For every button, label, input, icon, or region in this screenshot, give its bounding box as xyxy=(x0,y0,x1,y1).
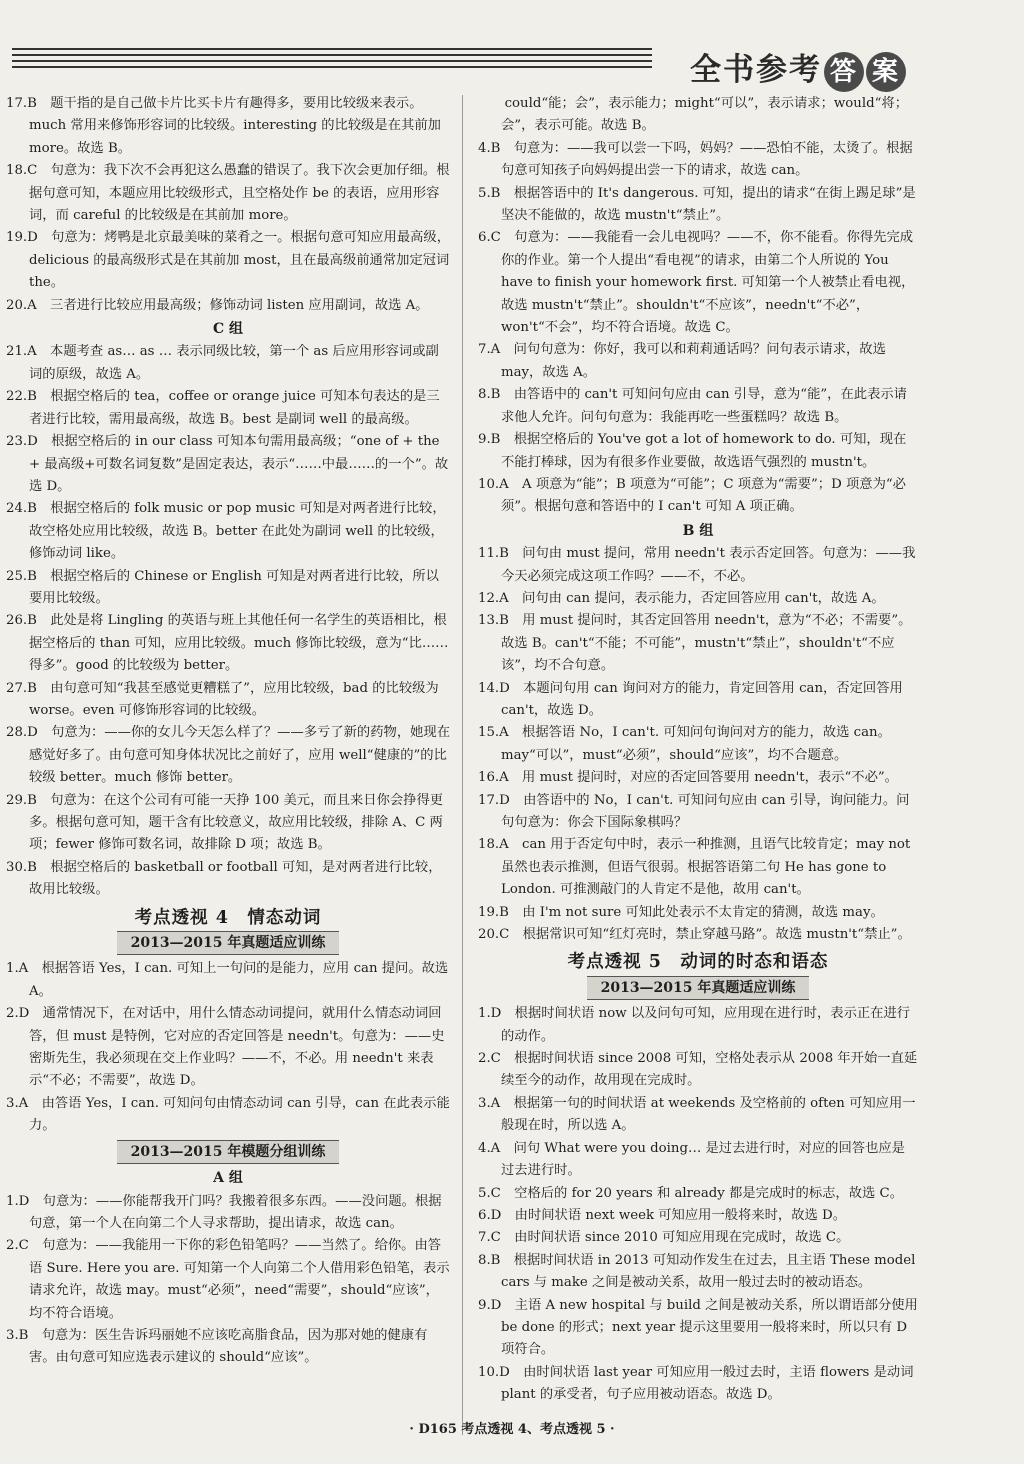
left-column xyxy=(6,93,450,1370)
answer-item: 7.A 问句句意为：你好，我可以和莉莉通话吗？问句表示请求，故选 may，故选 A。 xyxy=(478,342,886,380)
header-badge-1: 答 xyxy=(824,52,864,92)
page-footer: · D165 考点透视 4、考点透视 5 · xyxy=(409,1422,615,1437)
answer-item: 11.B 问句由 must 提问，常用 needn't 表示否定回答。句意为：——我今天必须完成这项工作吗？——不，不必。 xyxy=(478,546,916,584)
answer-item: 2.C 句意为：——我能用一下你的彩色铅笔吗？——当然了。给你。由答语 Sure. Here you are. 可知第一个人向第二个人借用彩色铅笔，表示请求允许，故选 may。must“必须”，need“需要”，should“应该”，均不符合语境。 xyxy=(6,1238,450,1321)
answer-item: 1.D 句意为：——你能帮我开门吗？我搬着很多东西。——没问题。根据句意，第一个人在向第二个人寻求帮助，提出请求，故选 can。 xyxy=(6,1193,442,1231)
section-band xyxy=(6,1140,450,1164)
answer-item: 20.A 三者进行比较应用最高级；修饰动词 listen 应用副词，故选 A。 xyxy=(6,297,429,313)
answer-item: 3.A 由答语 Yes，I can. 可知问句由情态动词 can 引导，can 在此表示能力。 xyxy=(6,1095,450,1134)
answer-item: 5.B 根据答语中的 It's dangerous. 可知，提出的请求“在街上踢足球”是坚决不能做的，故选 mustn't“禁止”。 xyxy=(478,185,916,224)
answer-item: 5.C 空格后的 for 20 years 和 already 都是完成时的标志，故选 C。 xyxy=(478,1185,904,1201)
answer-item: 4.A 问句 What were you doing… 是过去进行时，对应的回答也应是过去进行时。 xyxy=(478,1140,905,1179)
answer-item: 17.B 题干指的是自己做卡片比买卡片有趣得多，要用比较级来表示。much 常用来修饰形容词的比较级。interesting 的比较级是在其前加 more。故选 B。 xyxy=(6,96,441,156)
answer-item: could“能；会”，表示能力；might“可以”，表示请求；would“将；会”，表示可能。故选 B。 xyxy=(478,96,908,134)
answer-item: 9.B 根据空格后的 You've got a lot of homework to do. 可知，现在不能打棒球，因为有很多作业要做，故选语气强烈的 mustn't。 xyxy=(478,432,907,470)
answer-item: 10.A A 项意为“能”；B 项意为“可能”；C 项意为“需要”；D 项意为“必须”。根据句意和答语中的 I can't 可知 A 项正确。 xyxy=(478,476,906,515)
answer-item: 30.B 根据空格后的 basketball or football 可知，是对两者进行比较，故用比较级。 xyxy=(6,859,442,898)
answer-item: 22.B 根据空格后的 tea，coffee or orange juice 可知本句表达的是三者进行比较，需用最高级，故选 B。best 是副词 well 的最高级。 xyxy=(6,389,440,427)
section-band-label: 2013—2015 年真题适应训练 xyxy=(117,931,340,955)
answer-item: 23.D 根据空格后的 in our class 可知本句需用最高级；“one of + the + 最高级+可数名词复数”是固定表达，表示“……中最……的一个”。故选 D。 xyxy=(6,434,449,494)
column-divider xyxy=(462,95,463,1435)
answer-item: 16.A 用 must 提问时，对应的否定回答要用 needn't，表示“不必”。 xyxy=(478,770,898,786)
answer-item: 28.D 句意为：——你的女儿今天怎么样了？——多亏了新的药物，她现在感觉好多了。由句意可知身体状况比之前好了，应用 well“健康的”的比较级 better。much 修饰 better。 xyxy=(6,725,451,786)
section-band xyxy=(6,931,450,955)
section-heading: 考点透视 5 动词的时态和语态 xyxy=(567,952,829,973)
group-heading: A 组 xyxy=(213,1170,243,1187)
section-band xyxy=(478,976,918,1000)
answer-item: 3.A 根据第一句的时间状语 at weekends 及空格前的 often 可知应用一般现在时，所以选 A。 xyxy=(478,1095,916,1134)
answer-item: 8.B 根据时间状语 in 2013 可知动作发生在过去，且主语 These model cars 与 make 之间是被动关系，故用一般过去时的被动语态。 xyxy=(478,1252,916,1291)
answer-item: 29.B 句意为：在这个公司有可能一天挣 100 美元，而且来日你会挣得更多。根据句意可知，题干含有比较意义，故应用比较级，排除 A、C 两项；fewer 修饰可数名词，故排除 D 项；故选 B。 xyxy=(6,792,444,853)
group-heading: C 组 xyxy=(212,321,244,338)
answer-item: 12.A 问句由 can 提问，表示能力，否定回答应用 can't，故选 A。 xyxy=(478,590,885,606)
answer-item: 26.B 此处是将 Lingling 的英语与班上其他任何一名学生的英语相比，根据空格后的 than 可知，应用比较级。much 修饰比较级，意为“比……得多”。good 的比较级为 better。 xyxy=(6,613,449,674)
answer-item: 6.D 由时间状语 next week 可知应用一般将来时，故选 D。 xyxy=(478,1207,847,1223)
header-title xyxy=(690,44,906,92)
answer-item: 19.D 句意为：烤鸭是北京最美味的菜肴之一。根据句意可知应用最高级，delicious 的最高级形式是在其前加 most，且在最高级前通常加定冠词 the。 xyxy=(6,230,451,291)
answer-item: 2.C 根据时间状语 since 2008 可知，空格处表示从 2008 年开始一直延续至今的动作，故用现在完成时。 xyxy=(478,1051,918,1089)
answer-item: 13.B 用 must 提问时，其否定回答用 needn't，意为“不必；不需要”。故选 B。can't“不能；不可能”，mustn't“禁止”，shouldn't“不应该”，均不合句意。 xyxy=(478,613,912,674)
answer-item: 18.C 句意为：我下次不会再犯这么愚蠢的错误了。我下次会更加仔细。根据句意可知，本题应用比较级形式，且空格处作 be 的表语，应用形容词，而 careful 的比较级是在其前加 more。 xyxy=(6,163,450,224)
answer-item: 17.D 由答语中的 No，I can't. 可知问句应由 can 引导，询问能力。问句句意为：你会下国际象棋吗？ xyxy=(478,792,910,830)
page-header xyxy=(0,0,1024,88)
answer-item: 10.D 由时间状语 last year 可知应用一般过去时，主语 flowers 是动词 plant 的承受者，句子应用被动语态。故选 D。 xyxy=(478,1364,914,1403)
group-heading: B 组 xyxy=(682,522,714,539)
header-badge-2: 案 xyxy=(866,52,906,92)
answer-item: 18.A can 用于否定句中时，表示一种推测，且语气比较肯定；may not 虽然也表示推测，但语气很弱。根据答语第二句 He has gone to London. 可推测敲门的人肯定不是他，故用 can't。 xyxy=(478,837,911,898)
section-heading: 考点透视 4 情态动词 xyxy=(134,907,322,928)
answer-item: 2.D 通常情况下，在对话中，用什么情态动词提问，就用什么情态动词回答，但 must 是特例，它对应的否定回答是 needn't。句意为：——史密斯先生，我必须现在交上作业吗？——不，不必。用 needn't 来表示“不必；不需要”，故选 D。 xyxy=(6,1006,445,1089)
answer-item: 1.A 根据答语 Yes，I can. 可知上一句问的是能力，应用 can 提问。故选 A。 xyxy=(6,961,449,999)
answer-item: 3.B 句意为：医生告诉玛丽她不应该吃高脂食品，因为那对她的健康有害。由句意可知应选表示建议的 should“应该”。 xyxy=(6,1327,428,1366)
answer-item: 8.B 由答语中的 can't 可知问句应由 can 引导，意为“能”，在此表示请求他人允许。问句句意为：我能再吃一些蛋糕吗？故选 B。 xyxy=(478,387,907,425)
header-title-text: 全书参考 xyxy=(690,52,822,88)
right-column xyxy=(478,93,918,1407)
answer-item: 6.C 句意为：——我能看一会儿电视吗？——不，你不能看。你得先完成你的作业。第一个人提出“看电视”的请求，由第二个人所说的 You have to finish your homework first. 可知第一个人被禁止看电视，故选 mustn't“禁止”。shouldn't“不应该”，needn't“不必”，won't“不会”，均不符合语境。故选 C。 xyxy=(478,230,915,336)
answer-item: 14.D 本题问句用 can 询问对方的能力，肯定回答用 can，否定回答用 can't，故选 D。 xyxy=(478,680,903,718)
answer-item: 4.B 句意为：——我可以尝一下吗，妈妈？——恐怕不能，太烫了。根据句意可知孩子向妈妈提出尝一下的请求，故选 can。 xyxy=(478,140,913,179)
answer-item: 1.D 根据时间状语 now 以及问句可知，应用现在进行时，表示正在进行的动作。 xyxy=(478,1006,911,1044)
answer-item: 20.C 根据常识可知“红灯亮时，禁止穿越马路”。故选 mustn't“禁止”。 xyxy=(478,927,911,943)
section-band-label: 2013—2015 年真题适应训练 xyxy=(587,976,810,1000)
answer-item: 21.A 本题考查 as… as … 表示同级比较，第一个 as 后应用形容词或副词的原级，故选 A。 xyxy=(6,344,439,382)
answer-item: 27.B 由句意可知“我甚至感觉更糟糕了”，应用比较级，bad 的比较级为 worse。even 可修饰形容词的比较级。 xyxy=(6,680,439,718)
section-band-label: 2013—2015 年模题分组训练 xyxy=(117,1140,340,1164)
answer-item: 15.A 根据答语 No，I can't. 可知问句询问对方的能力，故选 can。may“可以”，must“必须”，should“应该”，均不合题意。 xyxy=(478,725,891,763)
header-rule-lines xyxy=(12,48,652,72)
answer-item: 24.B 根据空格后的 folk music or pop music 可知是对两者进行比较，故空格处应用比较级，故选 B。better 在此处为副词 well 的比较级，修饰动词 like。 xyxy=(6,501,446,562)
answer-item: 19.B 由 I'm not sure 可知此处表示不太肯定的猜测，故选 may。 xyxy=(478,904,884,920)
answer-item: 25.B 根据空格后的 Chinese or English 可知是对两者进行比较，所以要用比较级。 xyxy=(6,568,439,606)
answer-item: 7.C 由时间状语 since 2010 可知应用现在完成时，故选 C。 xyxy=(478,1230,850,1246)
answer-item: 9.D 主语 A new hospital 与 build 之间是被动关系，所以谓语部分使用 be done 的形式；next year 提示这里要用一般将来时，所以只有 D 项符合。 xyxy=(478,1297,918,1358)
